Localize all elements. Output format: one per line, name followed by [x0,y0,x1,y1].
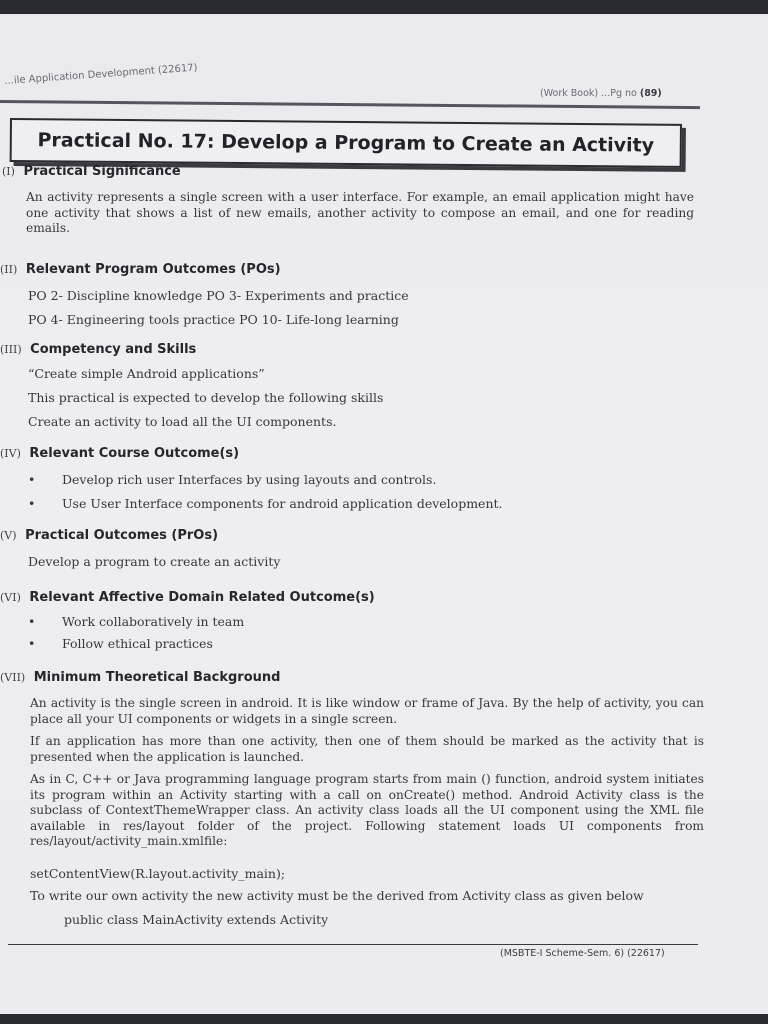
section-heading-program-outcomes [0,262,281,277]
po-line-2: PO 4- Engineering tools practice PO 10- Life-long learning [28,312,399,327]
section-heading-theoretical-background [0,670,280,685]
competency-line-1: “Create simple Android applications” [28,366,265,381]
section-title: Minimum Theoretical Background [33,670,281,685]
section-number: (VI) [0,591,21,604]
section-title: Competency and Skills [30,342,197,357]
workbook-page [0,14,768,1014]
section-heading-practical-significance [2,164,181,179]
bullet-dot: • [28,614,36,629]
header-page-ref [540,88,662,99]
bullet-dot: • [28,636,36,651]
header-page-number: (89) [639,88,662,99]
practical-title: Practical No. 17: Develop a Program to Create an Activity [37,129,655,157]
header-rule [0,100,700,109]
competency-line-3: Create an activity to load all the UI components. [28,414,337,429]
bullet-dot: • [28,472,36,487]
affective-outcome-bullet [28,614,244,629]
code-line-class-declaration: public class MainActivity extends Activity [64,912,329,927]
section-title: Relevant Program Outcomes (POs) [25,262,281,277]
section-heading-competency [0,342,196,357]
practical-title-box [10,118,682,168]
course-outcome-bullet [28,472,436,487]
background-paragraph-2: If an application has more than one activity, then one of them should be marked as the activity that is presented when the application is launched. [30,734,704,764]
header-workbook-label: (Work Book) ...Pg no [540,88,637,99]
bullet-text: Work collaboratively in team [62,614,245,629]
code-line-setcontentview: setContentView(R.layout.activity_main); [30,866,286,881]
section-title: Relevant Course Outcome(s) [29,446,240,461]
affective-outcome-bullet [28,636,213,651]
section-number: (I) [2,165,15,178]
course-outcome-bullet [28,496,503,511]
po-line-1: PO 2- Discipline knowledge PO 3- Experiments and practice [28,288,409,303]
paragraph-practical-significance: An activity represents a single screen with a user interface. For example, an email application might have one activity that shows a list of new emails, another activity to compose an email, and one for reading emails. [26,190,694,235]
background-paragraph-3: As in C, C++ or Java programming language program starts from main () function, android system initiates its program within an Activity starting with a call on onCreate() method. Android Activity class is the subclass of ContextThemeWrapper class. An activity class loads all the UI component using the XML file available in res/layout folder of the project. Following statement loads UI components from res/layout/activity_main.xmlfile: [30,772,704,848]
section-title: Relevant Affective Domain Related Outcome(s) [29,590,375,605]
background-paragraph-1: An activity is the single screen in android. It is like window or frame of Java. By the help of activity, you can place all your UI components or widgets in a single screen. [30,696,704,726]
background-paragraph-4: To write our own activity the new activity must be the derived from Activity class as given below [30,888,644,903]
bullet-dot: • [28,496,36,511]
section-heading-affective-domain [0,590,375,605]
section-number: (II) [0,263,18,276]
competency-line-2: This practical is expected to develop the following skills [28,390,384,405]
section-heading-course-outcomes [0,446,239,461]
bullet-text: Develop rich user Interfaces by using layouts and controls. [62,472,437,487]
section-number: (V) [0,529,17,542]
footer-rule [8,944,698,945]
header-course-title: ...ile Application Development (22617) [4,62,198,87]
bullet-text: Follow ethical practices [62,636,213,651]
section-title: Practical Significance [23,164,181,179]
bullet-text: Use User Interface components for android application development. [62,496,503,511]
section-title: Practical Outcomes (PrOs) [25,528,219,543]
section-number: (VII) [0,671,26,684]
section-number: (IV) [0,447,21,460]
section-heading-practical-outcomes [0,528,218,543]
footer-scheme: (MSBTE-I Scheme-Sem. 6) (22617) [500,948,665,959]
practical-outcome-line: Develop a program to create an activity [28,554,281,569]
section-number: (III) [0,343,22,356]
